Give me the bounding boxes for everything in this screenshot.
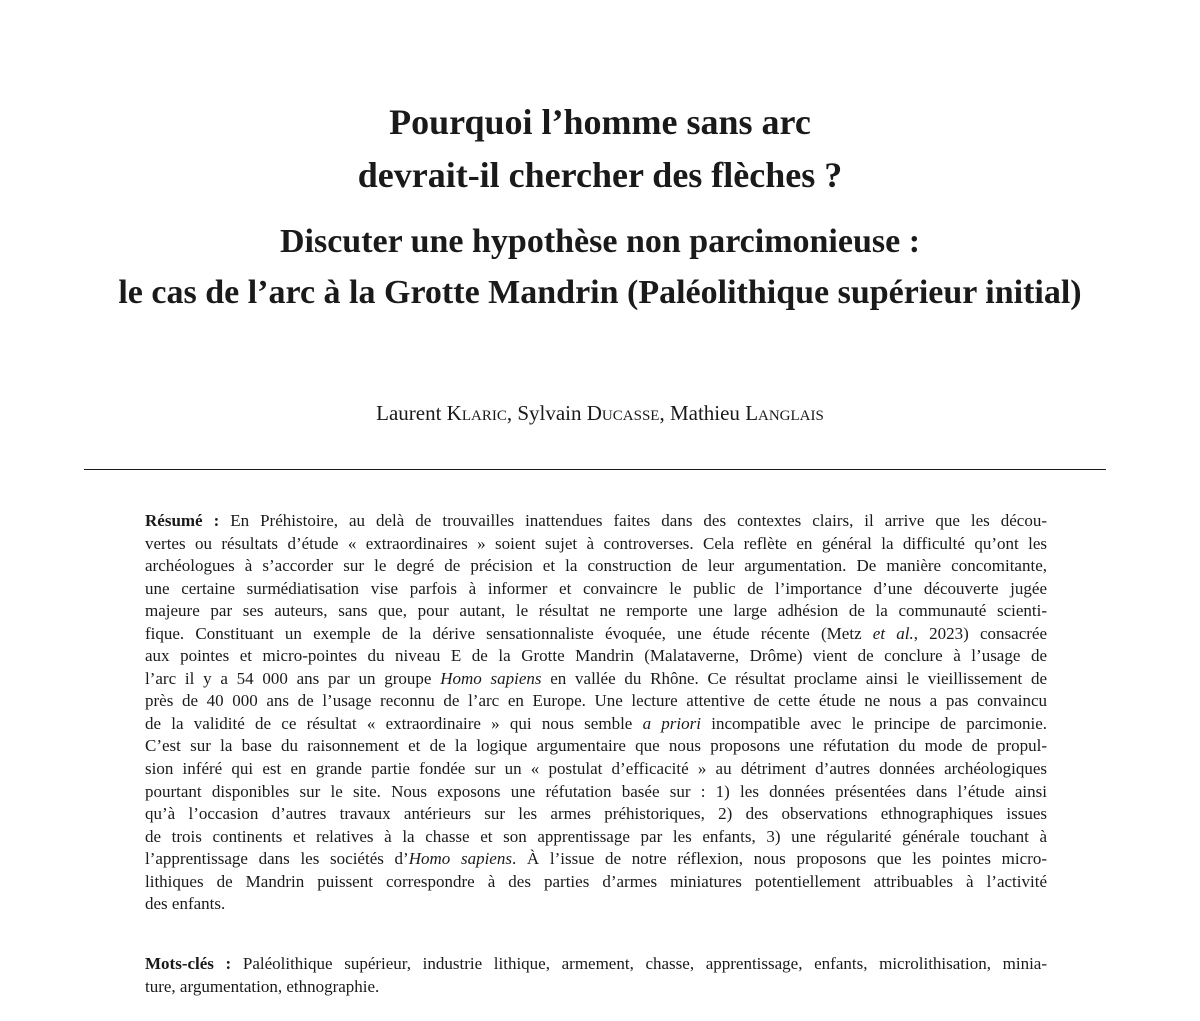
author-last-name: Ducasse [586,401,660,425]
abstract-line: aux pointes et micro-pointes du niveau E de la Grotte Mandrin (Malataverne, Drôme) vient de conclure à l’usage de [145,646,1047,666]
abstract-italic: Homo sapiens [408,849,512,869]
author-last-name: Klaric [446,401,507,425]
abstract-label: Résumé : [145,511,220,530]
abstract-line: vertes ou résultats d’étude « extraordinaires » soient sujet à controverses. Cela reflète en général la difficulté qu’ont les [145,533,1047,553]
abstract-text: En Préhistoire, au delà de trouvailles inattendues faites dans des contextes clairs, il arrive que les décou- [230,511,1047,530]
sub-title [0,216,1200,318]
abstract-line [145,713,1047,736]
abstract-line: qu’à l’occasion d’autres travaux antérieurs sur les armes préhistoriques, 2) des observations ethnographiques issues [145,804,1047,824]
title-block [0,96,1200,318]
abstract-line: C’est sur la base du raisonnement et de la logique argumentaire que nous proposons une réfutation du mode de propul- [145,736,1047,756]
abstract-line: sion inféré qui est en grande partie fondée sur un « postulat d’efficacité » au détriment d’autres données archéologiques [145,759,1047,779]
abstract-line: pourtant disponibles sur le site. Nous exposons une réfutation basée sur : 1) les données présentées dans l’étude ainsi [145,781,1047,801]
abstract-text: en vallée du Rhône. Ce résultat proclame ainsi le vieillissement de [541,668,1048,688]
sub-title-line: Discuter une hypothèse non parcimonieuse : [279,223,921,260]
author-first-name: Mathieu [669,401,740,425]
author-list: Laurent Klaric, Sylvain Ducasse, Mathieu Langlais [376,401,824,425]
keywords [145,953,1047,998]
abstract [145,510,1047,916]
abstract-line: près de 40 000 ans de l’usage reconnu de l’arc en Europe. Une lecture attentive de cette étude ne nous a pas convaincu [145,691,1047,711]
abstract-text: , 2023) consacrée [913,623,1047,643]
abstract-italic: a priori [642,713,701,733]
abstract-line [145,668,1047,691]
keywords-label: Mots-clés : [145,954,232,973]
abstract-text: l’apprentissage dans les sociétés d’ [145,849,409,869]
abstract-line: une certaine surmédiatisation vise parfois à informer et convaincre le public de l’importance d’une découverte jugée [145,578,1047,598]
abstract-line [145,623,1047,646]
abstract-line: archéologues à s’accorder sur le degré de précision et la construction de leur argumentation. De manière concomitante, [145,556,1047,576]
abstract-italic: et al. [872,623,914,643]
author [670,401,824,425]
keywords-line: ture, argumentation, ethnographie. [145,976,380,996]
author [376,401,507,425]
keywords-line [145,953,1047,976]
main-title-line: Pourquoi l’homme sans arc [389,102,811,142]
abstract-line: lithiques de Mandrin puissent correspondre à des parties d’armes miniatures potentiellement attribuables à l’activité [145,871,1047,891]
abstract-line: des enfants. [145,894,226,914]
author-first-name: Sylvain [517,401,582,425]
sub-title-line: le cas de l’arc à la Grotte Mandrin (Paléolithique supérieur initial) [118,274,1082,311]
author [517,401,659,425]
separator-rule [84,469,1106,470]
abstract-text: incompatible avec le principe de parcimonie. [701,713,1048,733]
abstract-line: de trois continents et relatives à la chasse et son apprentissage par les enfants, 3) une régularité générale touchant à [145,826,1047,846]
abstract-text: l’arc il y a 54 000 ans par un groupe [145,668,441,688]
abstract-line [145,848,1047,871]
main-title [0,96,1200,202]
abstract-text: fique. Constituant un exemple de la dérive sensationnaliste évoquée, une étude récente (Metz [145,623,873,643]
abstract-text: . À l’issue de notre réflexion, nous proposons que les pointes micro- [511,849,1047,869]
author-first-name: Laurent [376,401,442,425]
author-last-name: Langlais [745,401,824,425]
main-title-line: devrait-il chercher des flèches ? [357,155,843,195]
keywords-text: Paléolithique supérieur, industrie lithique, armement, chasse, apprentissage, enfants, microlithisation, minia- [242,954,1048,973]
abstract-text: de la validité de ce résultat « extraordinaire » qui nous semble [145,713,643,733]
abstract-line: majeure par ses auteurs, sans que, pour autant, le résultat ne remporte une large adhésion de la communauté scienti- [145,601,1047,621]
abstract-line [145,510,1047,533]
abstract-italic: Homo sapiens [440,668,542,688]
